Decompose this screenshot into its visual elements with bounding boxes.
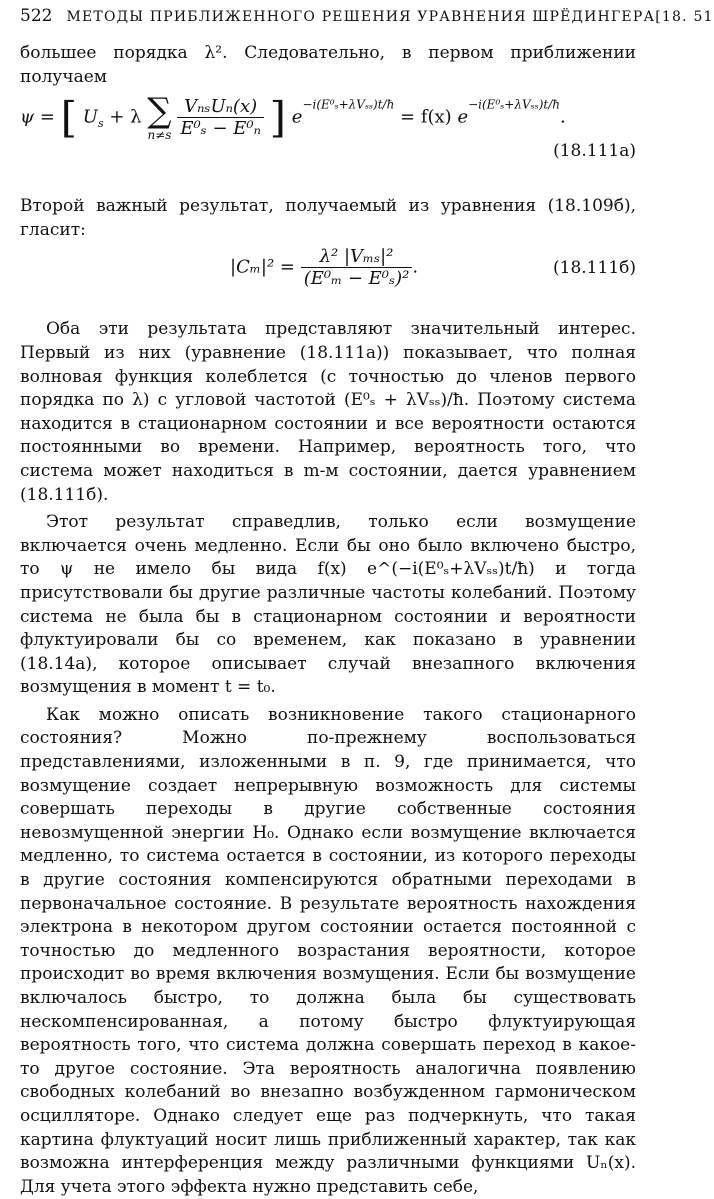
book-page xyxy=(20,6,714,1199)
eq1-exponent: −i(E⁰ₛ+λVₛₛ)t/ħ xyxy=(302,97,395,112)
equation-18-111a: ψ = [ $U_s + \lambda$ ∑ n≠s $\frac{\text{VₙₛUₙ(x)}}{\text{E⁰ₛ − E⁰ₙ}}$ ] $e^{-i(E^0_s+\lambda V_{ss})t/ħ} = f(x)$ $e^{-i(E^0_s+\lambda V_{ss})t/ħ}$. (18.111а) xyxy=(20,90,636,162)
eq1-number: (18.111а) xyxy=(553,141,636,162)
eq2-numerator: λ² |Vₘₛ|² xyxy=(301,246,413,268)
eq2-lhs: |Cₘ|² = xyxy=(230,256,295,278)
eq1-lhs: ψ = xyxy=(20,106,55,128)
paragraph-2: Второй важный результат, получаемый из уравнения (18.109б), гласит: xyxy=(20,196,636,240)
eq1-numerator: VₙₛUₙ(x) xyxy=(177,96,264,118)
eq1-lambda: λ xyxy=(130,106,142,128)
eq1-rhs-exponent: −i(E⁰ₛ+λVₛₛ)t/ħ xyxy=(468,97,560,112)
eq1-sum-index: n≠s xyxy=(147,127,172,142)
paragraph-4: Этот результат справедлив, только если возмущение включается очень медленно. Если бы оно было включено быстро, то ψ не имело бы вида f(x) e^(−i(E⁰ₛ+λVₛₛ)t/ħ) и тогда присутствовали бы другие различные частоты колебаний. Поэтому система не была бы в стационарном состоянии и вероятности флуктуировали бы со временем, как показано в уравнении (18.14а), которое описывает случай внезапного включения возмущения в момент t = t₀. xyxy=(20,512,636,698)
running-header xyxy=(20,6,714,36)
eq1-rhs: = f(x) xyxy=(400,106,452,128)
eq1-summation: ∑ n≠s xyxy=(147,90,172,142)
paragraph-1: большее порядка λ². Следовательно, в первом приближении получаем xyxy=(20,43,636,87)
eq1-us: U xyxy=(82,106,98,128)
paragraph-3: Оба эти результата представляют значительный интерес. Первый из них (уравнение (18.111а)) показывает, что полная волновая функция колеблется (с точностью до членов первого порядка по λ) с угловой частотой (E⁰ₛ + λVₛₛ)/ħ. Поэтому система находится в стационарном состоянии и все вероятности остаются постоянными во времени. Например, вероятность того, что система может находиться в m-м состоянии, дается уравнением (18.111б). xyxy=(20,319,636,505)
section-number: [18. 51 xyxy=(655,9,714,25)
eq2-number: (18.111б) xyxy=(553,258,636,279)
equation-18-111b: |Cₘ|² = $\frac{\text{λ² |Vₘₛ|²}}{\text{(E⁰ₘ − E⁰ₛ)²}}$ . (18.111б) xyxy=(230,246,636,290)
eq2-denominator: (E⁰ₘ − E⁰ₛ)² xyxy=(303,268,410,290)
chapter-title: МЕТОДЫ ПРИБЛИЖЕННОГО РЕШЕНИЯ УРАВНЕНИЯ ШРЁДИНГЕРА xyxy=(66,9,656,25)
eq2-fraction xyxy=(301,246,413,289)
eq1-fraction xyxy=(177,96,264,139)
paragraph-5: Как можно описать возникновение такого стационарного состояния? Можно по-прежнему воспользоваться представлениями, изложенными в п. 9, где принимается, что возмущение создает непрерывную возможность для системы совершать переходы в другие собственные состояния невозмущенной энергии H₀. Однако если возмущение включается медленно, то система остается в состоянии, из которого переходы в другие состояния компенсируются обратными переходами в первоначальное состояние. В результате вероятность нахождения электрона в некотором другом состоянии остается постоянной с точностью до медленного возрастания вероятности, которое происходит во время включения возмущения. Если бы возмущение включалось быстро, то должна была бы существовать нескомпенсированная, а потому быстро флуктуирующая вероятность того, что система должна совершать переход в какое-то другое состояние. Эта вероятность аналогична появлению свободных колебаний во внезапно возбужденном гармоническом осцилляторе. Однако следует еще раз подчеркнуть, что такая картина флуктуаций носит лишь приближенный характер, так как возможна интерференция между различными функциями Uₙ(x). Для учета этого эффекта нужно представить себе, xyxy=(20,704,636,1197)
eq1-denominator: E⁰ₛ − E⁰ₙ xyxy=(180,118,261,140)
page-number: 522 xyxy=(20,6,53,26)
